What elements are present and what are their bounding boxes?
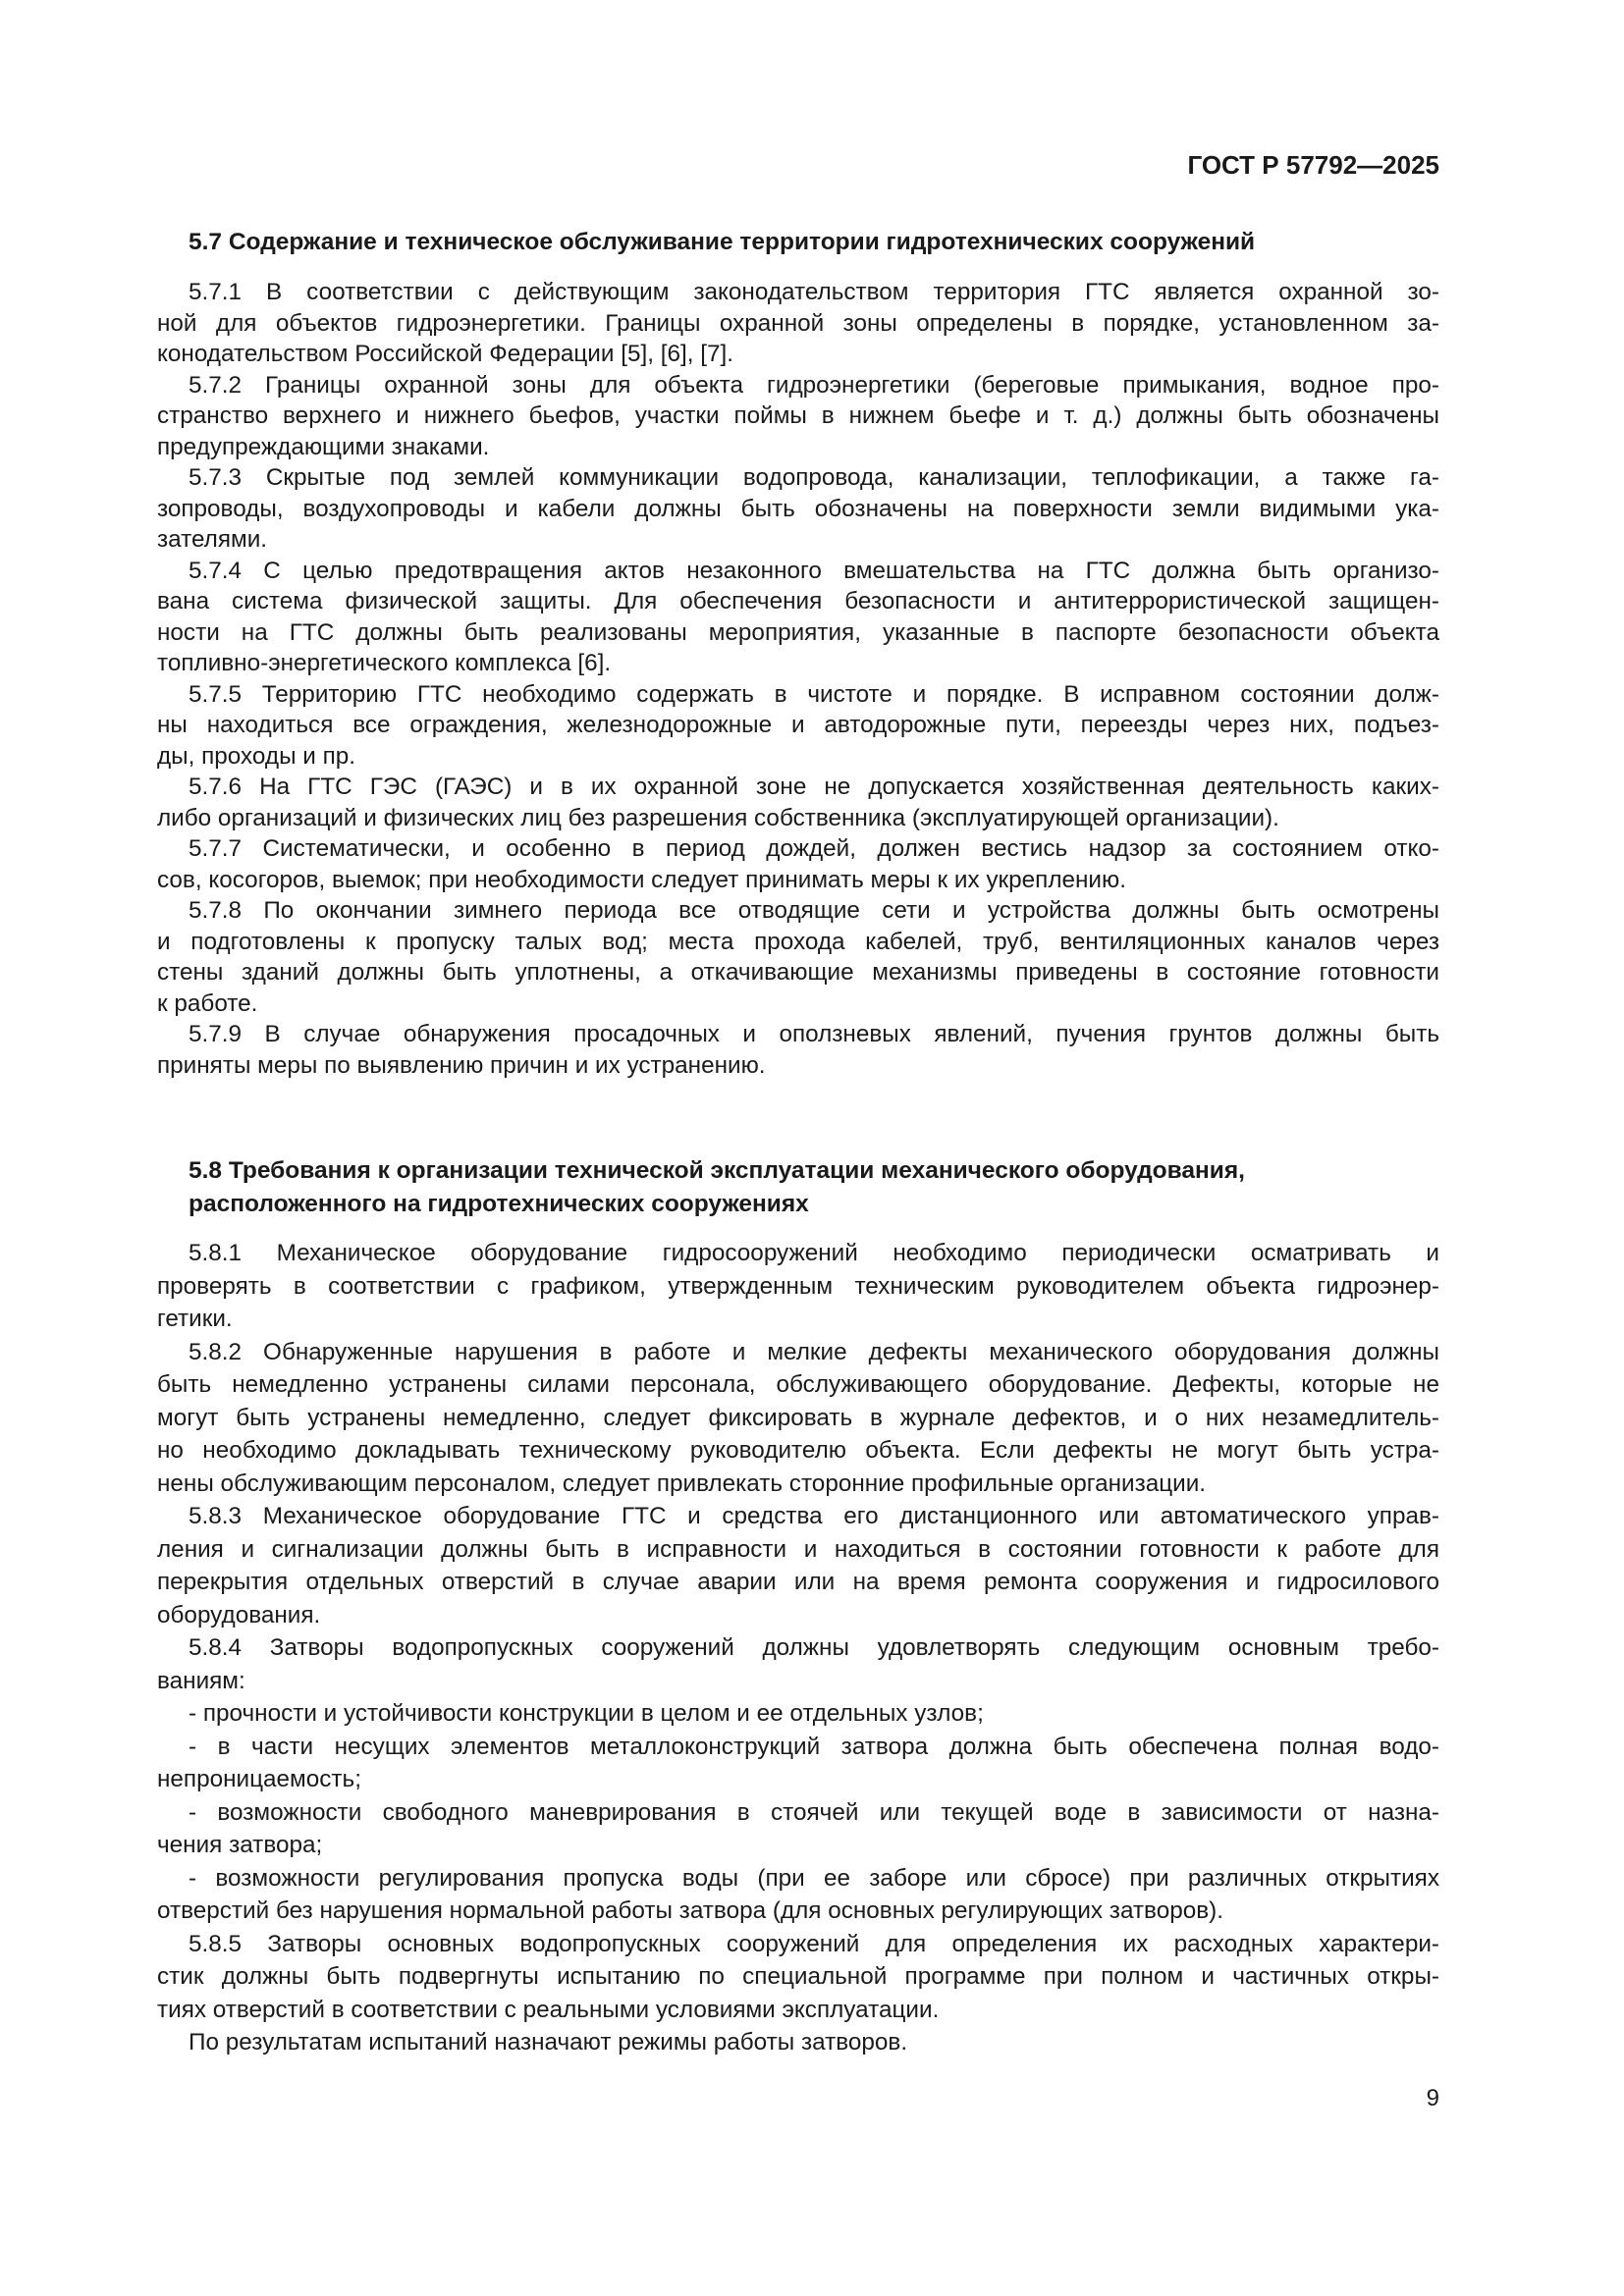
paragraph bbox=[157, 1631, 1439, 1697]
paragraph bbox=[157, 1697, 1439, 1731]
text-line: приняты меры по выявлению причин и их устранению. bbox=[157, 1051, 766, 1079]
text-line: непроницаемость; bbox=[157, 1766, 361, 1792]
text-line: 5.7.8 По окончании зимнего периода все отводящие сети и устройства должны быть осмотрены bbox=[189, 897, 1439, 924]
text-line: топливно-энергетического комплекса [6]. bbox=[157, 650, 612, 676]
paragraph bbox=[157, 1237, 1439, 1336]
text-line: быть немедленно устранены силами персонала, обслуживающего оборудование. Дефекты, которые не bbox=[157, 1371, 1439, 1398]
text-line: 5.7.7 Систематически, и особенно в период дождей, должен вестись надзор за состоянием отко- bbox=[189, 835, 1439, 862]
paragraph bbox=[157, 1500, 1439, 1631]
text-line: По результатам испытаний назначают режимы работы затворов. bbox=[189, 2029, 908, 2056]
text-line: нены обслуживающим персоналом, следует привлекать сторонние профильные организации. bbox=[157, 1469, 1207, 1497]
paragraph bbox=[157, 2026, 1439, 2059]
text-line: сов, косогоров, выемок; при необходимости следует принимать меры к их укреплению. bbox=[157, 866, 1126, 893]
heading-line: 5.8 Требования к организации технической эксплуатации механического оборудования, bbox=[189, 1157, 1245, 1184]
text-line: тиях отверстий в соответствии с реальными условиями эксплуатации. bbox=[157, 1996, 940, 2023]
text-line: ления и сигнализации должны быть в исправности и находиться в состоянии готовности к работе для bbox=[157, 1535, 1439, 1563]
text-line: - возможности регулирования пропуска воды (при ее заборе или сбросе) при различных открытиях bbox=[189, 1864, 1439, 1892]
text-line: чения затвора; bbox=[157, 1832, 323, 1858]
text-line: - возможности свободного маневрирования в стоячей или текущей воде в зависимости от назна- bbox=[189, 1798, 1439, 1826]
text-line: 5.8.4 Затворы водопропускных сооружений должны удовлетворять следующим основным требо- bbox=[189, 1634, 1439, 1661]
text-line: к работе. bbox=[157, 989, 258, 1017]
paragraph bbox=[157, 1796, 1439, 1862]
text-line: ности на ГТС должны быть реализованы мероприятия, указанные в паспорте безопасности объекта bbox=[157, 618, 1439, 646]
text-line: гетики. bbox=[157, 1306, 233, 1332]
text-line: 5.7.2 Границы охранной зоны для объекта гидроэнергетики (береговые примыкания, водное про- bbox=[189, 371, 1439, 399]
text-line: 5.7.5 Территорию ГТС необходимо содержать в чистоте и порядке. В исправном состоянии долж- bbox=[189, 680, 1439, 708]
text-line: проверять в соответствии с графиком, утвержденным техническим руководителем объекта гидроэнер- bbox=[157, 1272, 1439, 1300]
paragraph bbox=[157, 1019, 1439, 1081]
text-line: отверстий без нарушения нормальной работы затвора (для основных регулирующих затворов). bbox=[157, 1897, 1223, 1924]
document-designation: ГОСТ Р 57792—2025 bbox=[1187, 150, 1439, 180]
heading-line: 5.7 Содержание и техническое обслуживание территории гидротехнических сооружений bbox=[189, 229, 1256, 255]
text-line: могут быть устранены немедленно, следует фиксировать в журнале дефектов, и о них незамедлитель- bbox=[157, 1404, 1439, 1431]
text-line: 5.7.6 На ГТС ГЭС (ГАЭС) и в их охранной зоне не допускается хозяйственная деятельность каких- bbox=[189, 774, 1439, 800]
paragraph bbox=[157, 679, 1439, 773]
paragraph bbox=[157, 833, 1439, 895]
paragraph bbox=[157, 556, 1439, 679]
paragraph bbox=[157, 1862, 1439, 1928]
text-line: но необходимо докладывать техническому руководителю объекта. Если дефекты не могут быть устра- bbox=[157, 1437, 1439, 1464]
text-line: ды, проходы и пр. bbox=[157, 742, 356, 770]
text-line: стены зданий должны быть уплотнены, а откачивающие механизмы приведены в состояние готовности bbox=[157, 959, 1439, 986]
text-line: - прочности и устойчивости конструкции в целом и ее отдельных узлов; bbox=[189, 1700, 984, 1727]
text-line: 5.8.1 Механическое оборудование гидросооружений необходимо периодически осматривать и bbox=[189, 1240, 1439, 1266]
paragraph bbox=[157, 1336, 1439, 1501]
text-line: оборудования. bbox=[157, 1601, 321, 1629]
text-line: и подготовлены к пропуску талых вод; места прохода кабелей, труб, вентиляционных каналов через bbox=[157, 928, 1439, 955]
section-5-7-heading bbox=[189, 226, 1439, 259]
heading-line: расположенного на гидротехнических сооружениях bbox=[189, 1191, 809, 1217]
text-line: ваниям: bbox=[157, 1667, 245, 1694]
text-line: 5.7.4 С целью предотвращения актов незаконного вмешательства на ГТС должна быть организо- bbox=[189, 557, 1439, 584]
text-line: 5.7.3 Скрытые под землей коммуникации водопровода, канализации, теплофикации, а также га- bbox=[189, 464, 1439, 491]
text-line: перекрытия отдельных отверстий в случае аварии или на время ремонта сооружения и гидросилового bbox=[157, 1569, 1439, 1595]
paragraph bbox=[157, 1731, 1439, 1796]
paragraph bbox=[157, 772, 1439, 833]
paragraph bbox=[157, 462, 1439, 556]
page-number: 9 bbox=[1426, 2085, 1439, 2111]
paragraph bbox=[157, 1928, 1439, 2027]
text-line: конодательством Российской Федерации [5], [6], [7]. bbox=[157, 341, 733, 367]
paragraph bbox=[157, 895, 1439, 1019]
text-line: 5.8.2 Обнаруженные нарушения в работе и мелкие дефекты механического оборудования должны bbox=[189, 1338, 1439, 1365]
text-line: зопроводы, воздухопроводы и кабели должны быть обозначены на поверхности земли видимыми ука- bbox=[157, 495, 1439, 522]
text-line: 5.8.5 Затворы основных водопропускных сооружений для определения их расходных характери- bbox=[189, 1930, 1439, 1957]
text-line: 5.7.9 В случае обнаружения просадочных и оползневых явлений, пучения грунтов должны быть bbox=[189, 1021, 1439, 1047]
text-line: стик должны быть подвергнуты испытанию по специальной программе при полном и частичных откры- bbox=[157, 1963, 1439, 1990]
text-line: вана система физической защиты. Для обеспечения безопасности и антитеррористической защищен- bbox=[157, 588, 1439, 614]
text-line: странство верхнего и нижнего бьефов, участки поймы в нижнем бьефе и т. д.) должны быть обозначены bbox=[157, 402, 1439, 429]
text-line: - в части несущих элементов металлоконструкций затвора должна быть обеспечена полная водо- bbox=[189, 1733, 1439, 1760]
text-line: ны находиться все ограждения, железнодорожные и автодорожные пути, переезды через них, подъез- bbox=[157, 712, 1439, 738]
text-line: предупреждающими знаками. bbox=[157, 433, 490, 460]
section-5-8-heading bbox=[189, 1154, 1439, 1221]
text-line: 5.7.1 В соответствии с действующим законодательством территория ГТС является охранной зо- bbox=[189, 279, 1439, 305]
paragraph bbox=[157, 370, 1439, 463]
section-5-7-body bbox=[157, 277, 1439, 1081]
section-5-8-body bbox=[157, 1237, 1439, 2059]
text-line: зателями. bbox=[157, 526, 268, 553]
text-line: 5.8.3 Механическое оборудование ГТС и средства его дистанционного или автоматического управ- bbox=[189, 1503, 1439, 1529]
text-line: ной для объектов гидроэнергетики. Границы охранной зоны определены в порядке, установленном за- bbox=[157, 309, 1439, 337]
text-line: либо организаций и физических лиц без разрешения собственника (эксплуатирующей организации). bbox=[157, 804, 1279, 831]
paragraph bbox=[157, 277, 1439, 370]
